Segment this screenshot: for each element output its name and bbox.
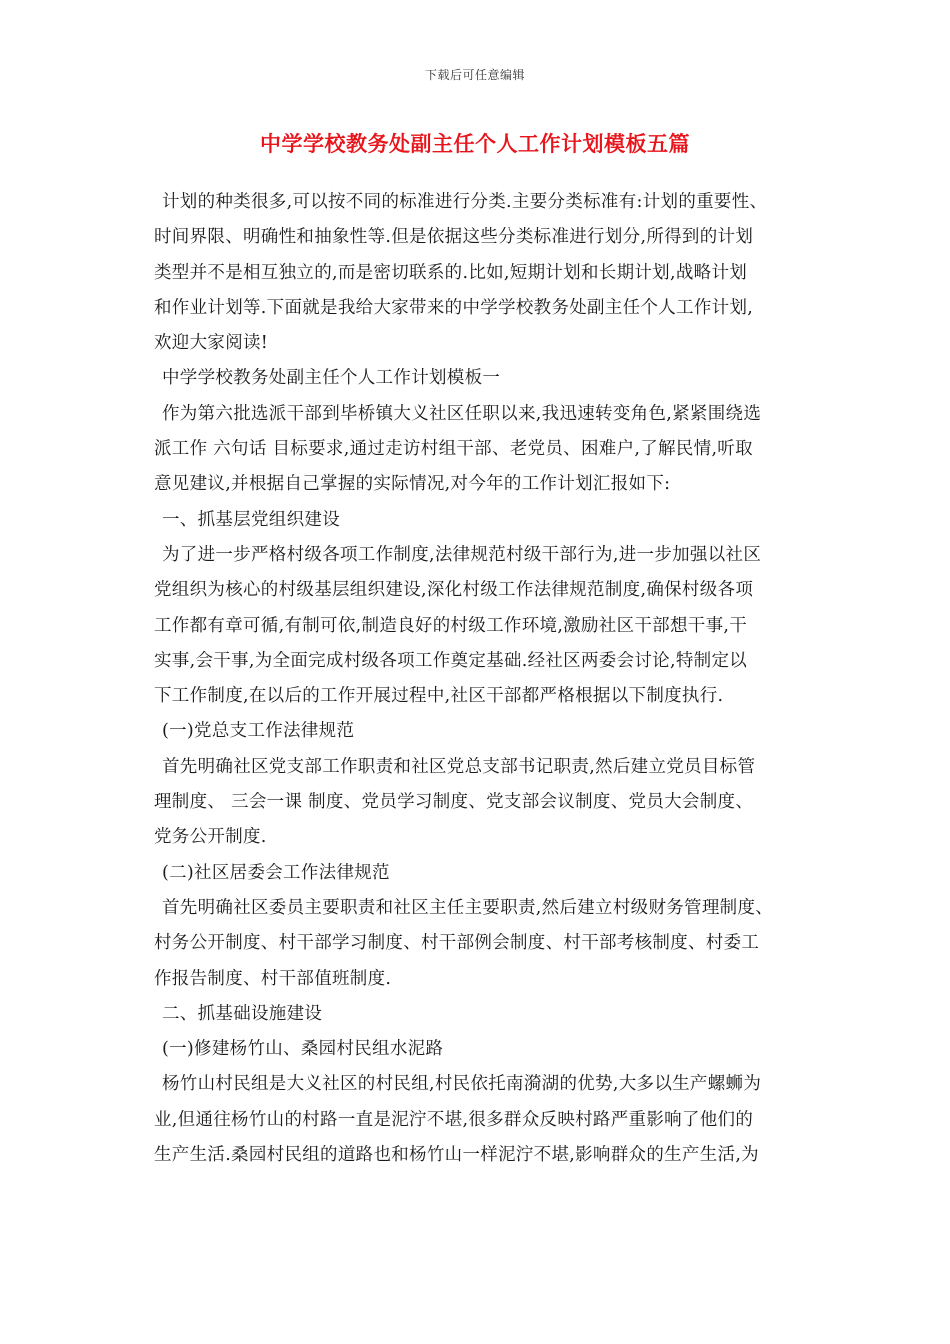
paragraph [146,750,810,856]
text-line: 业,但通往杨竹山的村路一直是泥泞不堪,很多群众反映村路严重影响了他们的 [154,1109,754,1130]
paragraph [146,185,810,361]
paragraph [146,397,810,503]
text-line: 一、抓基层党组织建设 [162,509,340,530]
text-line: 党组织为核心的村级基层组织建设,深化村级工作法律规范制度,确保村级各项 [154,580,754,601]
paragraph [146,714,810,749]
text-line: 和作业计划等.下面就是我给大家带来的中学学校教务处副主任个人工作计划, [154,297,754,318]
document-title: 中学学校教务处副主任个人工作计划模板五篇 [260,131,690,156]
text-line: 作报告制度、村干部值班制度. [154,968,392,989]
text-line: 杨竹山村民组是大义社区的村民组,村民依托南漪湖的优势,大多以生产螺蛳为 [162,1074,762,1095]
text-line: (二)社区居委会工作法律规范 [162,862,390,883]
text-line: 下工作制度,在以后的工作开展过程中,社区干部都严格根据以下制度执行. [154,686,724,707]
paragraph [146,856,810,891]
text-line: (一)修建杨竹山、桑园村民组水泥路 [162,1039,444,1060]
text-line: 中学学校教务处副主任个人工作计划模板一 [162,368,501,389]
paragraph [146,503,810,538]
text-line: 生产生活.桑园村民组的道路也和杨竹山一样泥泞不堪,影响群众的生产生活,为 [154,1145,759,1166]
paragraph [146,1067,810,1173]
paragraph [146,997,810,1032]
paragraph [146,361,810,396]
text-line: 理制度、 三会一课 制度、党员学习制度、党支部会议制度、党员大会制度、 [154,792,754,813]
paragraph [146,891,810,997]
text-line: 工作都有章可循,有制可依,制造良好的村级工作环境,激励社区干部想干事,干 [154,615,748,636]
text-line: 类型并不是相互独立的,而是密切联系的.比如,短期计划和长期计划,战略计划 [154,262,748,283]
header-note: 下载后可任意编辑 [424,68,525,82]
text-line: 计划的种类很多,可以按不同的标准进行分类.主要分类标准有:计划的重要性、 [162,192,768,212]
text-line: (一)党总支工作法律规范 [162,721,355,742]
text-line: 派工作 六句话 目标要求,通过走访村组干部、老党员、困难户,了解民情,听取 [154,439,753,460]
paragraph [146,538,810,714]
text-line: 二、抓基础设施建设 [162,1003,323,1024]
text-line: 时间界限、明确性和抽象性等.但是依据这些分类标准进行划分,所得到的计划 [154,227,754,248]
text-line: 为了进一步严格村级各项工作制度,法律规范村级干部行为,进一步加强以社区 [162,544,762,565]
text-line: 首先明确社区党支部工作职责和社区党总支部书记职责,然后建立党员目标管 [162,756,756,777]
text-line: 欢迎大家阅读! [154,333,269,354]
text-line: 村务公开制度、村干部学习制度、村干部例会制度、村干部考核制度、村委工 [154,933,760,954]
text-line: 首先明确社区委员主要职责和社区主任主要职责,然后建立村级财务管理制度、 [162,897,774,918]
text-line: 实事,会干事,为全面完成村级各项工作奠定基础.经社区两委会讨论,特制定以 [154,650,748,671]
text-line: 作为第六批选派干部到毕桥镇大义社区任职以来,我迅速转变角色,紧紧围绕选 [162,403,762,424]
text-line: 意见建议,并根据自己掌握的实际情况,对今年的工作计划汇报如下: [154,474,671,495]
paragraph [146,1032,810,1067]
document-body [146,185,810,1173]
text-line: 党务公开制度. [154,827,267,848]
